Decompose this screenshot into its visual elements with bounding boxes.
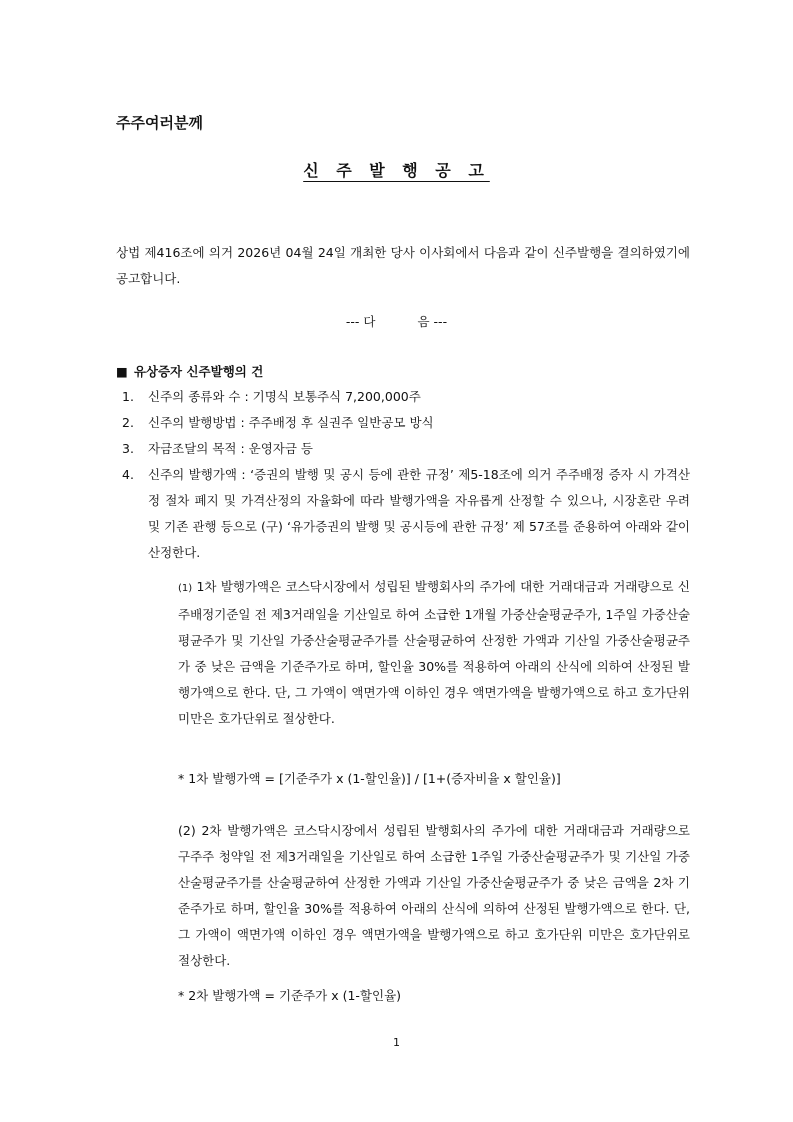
list-item-number: 3. <box>122 441 134 456</box>
subparagraph-marker: (1) <box>178 583 193 594</box>
page-title <box>0 158 793 181</box>
subparagraph-2 <box>178 818 690 974</box>
square-bullet-icon: ■ <box>116 364 128 379</box>
page-number: 1 <box>393 1036 400 1049</box>
list-item <box>116 436 690 462</box>
formula-second-price: * 2차 발행가액 = 기준주가 x (1-할인율) <box>178 988 402 1003</box>
list-item-text: 신주의 발행방법 : 주주배정 후 실권주 일반공모 방식 <box>148 415 434 430</box>
section-heading <box>116 362 263 380</box>
subparagraph-1 <box>178 574 690 732</box>
subparagraph-text: 2차 발행가액은 코스닥시장에서 성립된 발행회사의 주가에 대한 거래대금과 거래량으로 구주주 청약일 전 제3거래일을 기산일로 하여 소급한 1주일 가중산술평균주가 및 기산일 가중산술평균주가를 산술평균하여 산정한 가액과 기산일 가중산술평균주가 중 낮은 금액을 2차 기준주가로 하며, 할인율 30%를 적용하여 아래의 산식에 의하여 산정된 발행가액으로 한다. 단, 그 가액이 액면가액 이하인 경우 액면가액을 발행가액으로 하고 호가단위 미만은 호가단위로 절상한다. <box>178 823 690 968</box>
list-item <box>116 462 690 566</box>
subparagraph-marker: (2) <box>178 823 196 838</box>
formula-first-price: * 1차 발행가액 = [기준주가 x (1-할인율)] / [1+(증자비율 x 할인율)] <box>178 771 561 786</box>
list-item-text: 신주의 발행가액 : ‘증권의 발행 및 공시 등에 관한 규정’ 제5-18조에 의거 주주배정 증자 시 가격산정 절차 폐지 및 가격산정의 자율화에 따라 발행가액을 자유롭게 산정할 수 있으나, 시장혼란 우려 및 기존 관행 등으로 (구) ‘유가증권의 발행 및 공시등에 관한 규정’ 제 57조를 준용하여 아래와 같이 산정한다. <box>148 467 690 560</box>
list-item-text: 신주의 종류와 수 : 기명식 보통주식 7,200,000주 <box>148 389 421 404</box>
addressee: 주주여러분께 <box>116 114 203 132</box>
numbered-list <box>116 384 690 566</box>
list-item <box>116 410 690 436</box>
divider-right: 음 --- <box>417 314 448 329</box>
list-item-number: 4. <box>122 467 134 482</box>
title-text: 신 주 발 행 공 고 <box>303 161 490 180</box>
subparagraph-text: 1차 발행가액은 코스닥시장에서 성립된 발행회사의 주가에 대한 거래대금과 거래량으로 신주배정기준일 전 제3거래일을 기산일로 하여 소급한 1개월 가중산술평균주가, 1주일 가중산술평균주가 및 기산일 가중산술평균주가를 산술평균하여 산정한 가액과 기산일 가중산술평균주가 중 낮은 금액을 기준주가로 하며, 할인율 30%를 적용하여 아래의 산식에 의하여 산정된 발행가액으로 한다. 단, 그 가액이 액면가액 이하인 경우 액면가액을 발행가액으로 하고 호가단위 미만은 호가단위로 절상한다. <box>178 579 690 726</box>
list-item <box>116 384 690 410</box>
list-item-text: 자금조달의 목적 : 운영자금 등 <box>148 441 314 456</box>
divider-heading <box>0 312 793 330</box>
list-item-number: 1. <box>122 389 134 404</box>
divider-left: --- 다 <box>345 314 376 329</box>
list-item-number: 2. <box>122 415 134 430</box>
intro-paragraph: 상법 제416조에 의거 2026년 04월 24일 개최한 당사 이사회에서 다음과 같이 신주발행을 결의하였기에 공고합니다. <box>116 245 690 286</box>
section-heading-text: 유상증자 신주발행의 건 <box>133 364 264 379</box>
